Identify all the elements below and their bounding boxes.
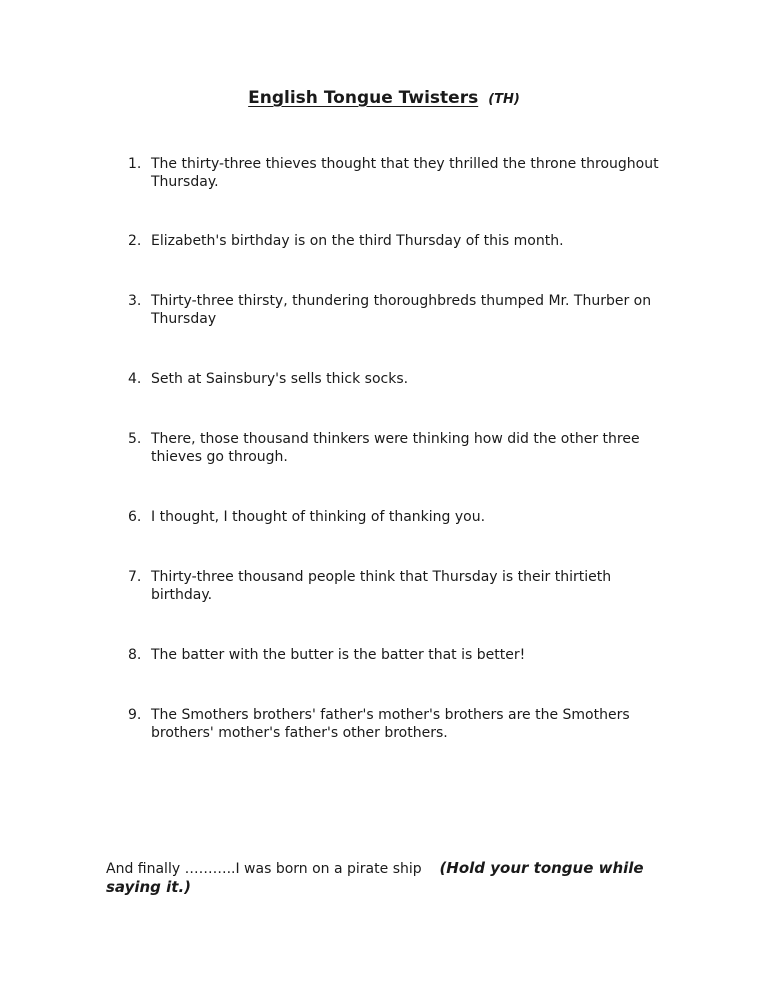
closing-paragraph bbox=[106, 859, 666, 897]
list-item bbox=[128, 430, 668, 466]
item-text: Thirty-three thirsty, thundering thoroughbreds thumped Mr. Thurber on Thursday bbox=[151, 293, 652, 327]
closing-note: (Hold your tongue while saying it.) bbox=[106, 859, 644, 896]
item-text: The Smothers brothers' father's mother's brothers are the Smothers brothers' mother's father's other brothers. bbox=[151, 707, 630, 741]
item-text: The batter with the butter is the batter that is better! bbox=[151, 647, 526, 663]
item-number: 6. bbox=[128, 509, 142, 525]
closing-lead: And finally ………..I was born on a pirate ship bbox=[106, 861, 422, 877]
list-item bbox=[128, 706, 668, 742]
item-text: Seth at Sainsbury's sells thick socks. bbox=[151, 371, 409, 387]
list-item bbox=[128, 292, 668, 328]
item-number: 7. bbox=[128, 569, 142, 585]
item-text: I thought, I thought of thinking of thanking you. bbox=[151, 509, 486, 525]
item-text: There, those thousand thinkers were thinking how did the other three thieves go through. bbox=[151, 431, 640, 465]
list-item bbox=[128, 646, 525, 664]
list-item bbox=[128, 232, 564, 250]
item-number: 5. bbox=[128, 431, 142, 447]
item-number: 1. bbox=[128, 156, 142, 172]
item-number: 9. bbox=[128, 707, 142, 723]
item-text: Elizabeth's birthday is on the third Thursday of this month. bbox=[151, 233, 564, 249]
list-item bbox=[128, 508, 485, 526]
title-tag: (TH) bbox=[488, 92, 520, 107]
item-text: The thirty-three thieves thought that they thrilled the throne throughout Thursday. bbox=[151, 156, 659, 190]
item-number: 3. bbox=[128, 293, 142, 309]
list-item bbox=[128, 568, 668, 604]
list-item bbox=[128, 155, 668, 191]
title-line bbox=[0, 88, 768, 108]
page-title: English Tongue Twisters bbox=[248, 88, 479, 108]
list-item bbox=[128, 370, 408, 388]
item-number: 2. bbox=[128, 233, 142, 249]
item-number: 8. bbox=[128, 647, 142, 663]
item-number: 4. bbox=[128, 371, 142, 387]
item-text: Thirty-three thousand people think that Thursday is their thirtieth birthday. bbox=[151, 569, 612, 603]
